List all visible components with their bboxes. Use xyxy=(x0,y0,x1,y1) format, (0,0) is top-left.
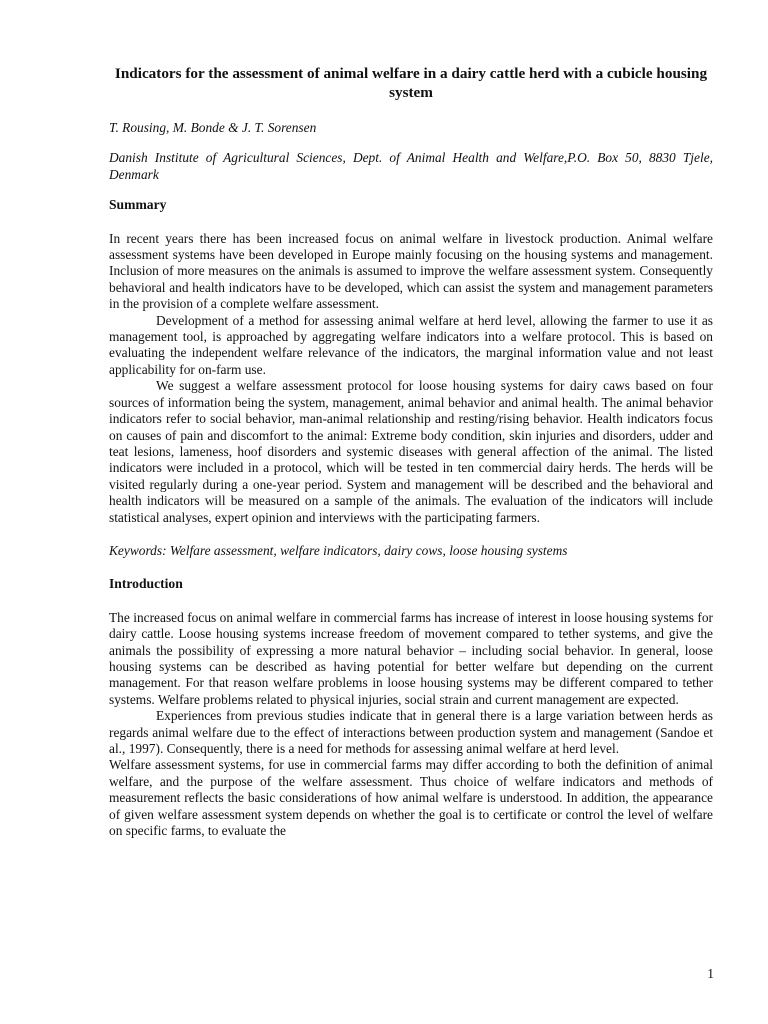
author-list: T. Rousing, M. Bonde & J. T. Sorensen xyxy=(109,120,317,135)
introduction-paragraph-1: The increased focus on animal welfare in commercial farms has increase of interest in loose housing systems for dairy cattle. Loose housing systems increase freedom of movement compared to tether systems, and give the animals the possibility of expressing a more natural behavior – including social behavior. In general, loose housing systems can be described as having potential for better welfare but depending on the current management. For that reason welfare problems in loose housing systems may be different compared to tether systems. Welfare problems related to physical injuries, social strain and current management are expected. xyxy=(109,609,713,707)
summary-paragraph-1: In recent years there has been increased focus on animal welfare in livestock production. Animal welfare assessment systems have been developed in Europe mainly focusing on the housing systems and management. Inclusion of more measures on the animals is assumed to improve the welfare assessment system. Consequently behavioral and health indicators have to be developed, which can assist the system and management parameters in the provision of a complete welfare assessment. xyxy=(109,230,713,312)
summary-paragraph-2: Development of a method for assessing animal welfare at herd level, allowing the farmer to use it as management tool, is approached by aggregating welfare indicators into a welfare protocol. This is based on evaluating the independent welfare relevance of the indicators, the marginal information value and not least applicability for on-farm use. xyxy=(109,312,713,377)
affiliation: Danish Institute of Agricultural Sciences, Dept. of Animal Health and Welfare,P.O. Box 50, 8830 Tjele, Denmark xyxy=(109,150,713,182)
introduction-paragraph-3: Welfare assessment systems, for use in commercial farms may differ according to both the definition of animal welfare, and the purpose of the welfare assessment. Thus choice of welfare indicators and methods of measurement reflects the basic considerations of how animal welfare is understood. In addition, the appearance of given welfare assessment system depends on whether the goal is to certificate or control the level of welfare on specific farms, to evaluate the xyxy=(109,757,713,839)
paper-title: Indicators for the assessment of animal welfare in a dairy cattle herd with a cubicle housing system xyxy=(114,65,708,101)
page-content xyxy=(109,64,713,839)
introduction-heading: Introduction xyxy=(109,576,183,592)
summary-heading: Summary xyxy=(109,197,167,213)
keywords: Keywords: Welfare assessment, welfare indicators, dairy cows, loose housing systems xyxy=(109,542,568,558)
summary-paragraph-3: We suggest a welfare assessment protocol for loose housing systems for dairy caws based on four sources of information being the system, management, animal behavior and animal health. The animal behavior indicators refer to social behavior, man-animal relationship and resting/rising behavior. Health indicators focus on causes of pain and discomfort to the animal: Extreme body condition, skin injuries and disorders, udder and teat lesions, lameness, hoof disorders and systemic diseases with general affection of the animal. The listed indicators were included in a protocol, which will be tested in ten commercial dairy herds. The herds will be visited regularly during a one-year period. System and management will be described and the behavioral and health indicators will be measured on a sample of the animals. The evaluation of the indicators will include statistical analyses, expert opinion and interviews with the participating farmers. xyxy=(109,378,713,525)
page-number: 1 xyxy=(707,966,714,981)
introduction-paragraph-2: Experiences from previous studies indicate that in general there is a large variation between herds as regards animal welfare due to the effect of interactions between production system and management (Sandoe et al., 1997). Consequently, there is a need for methods for assessing animal welfare at herd level. xyxy=(109,708,713,756)
